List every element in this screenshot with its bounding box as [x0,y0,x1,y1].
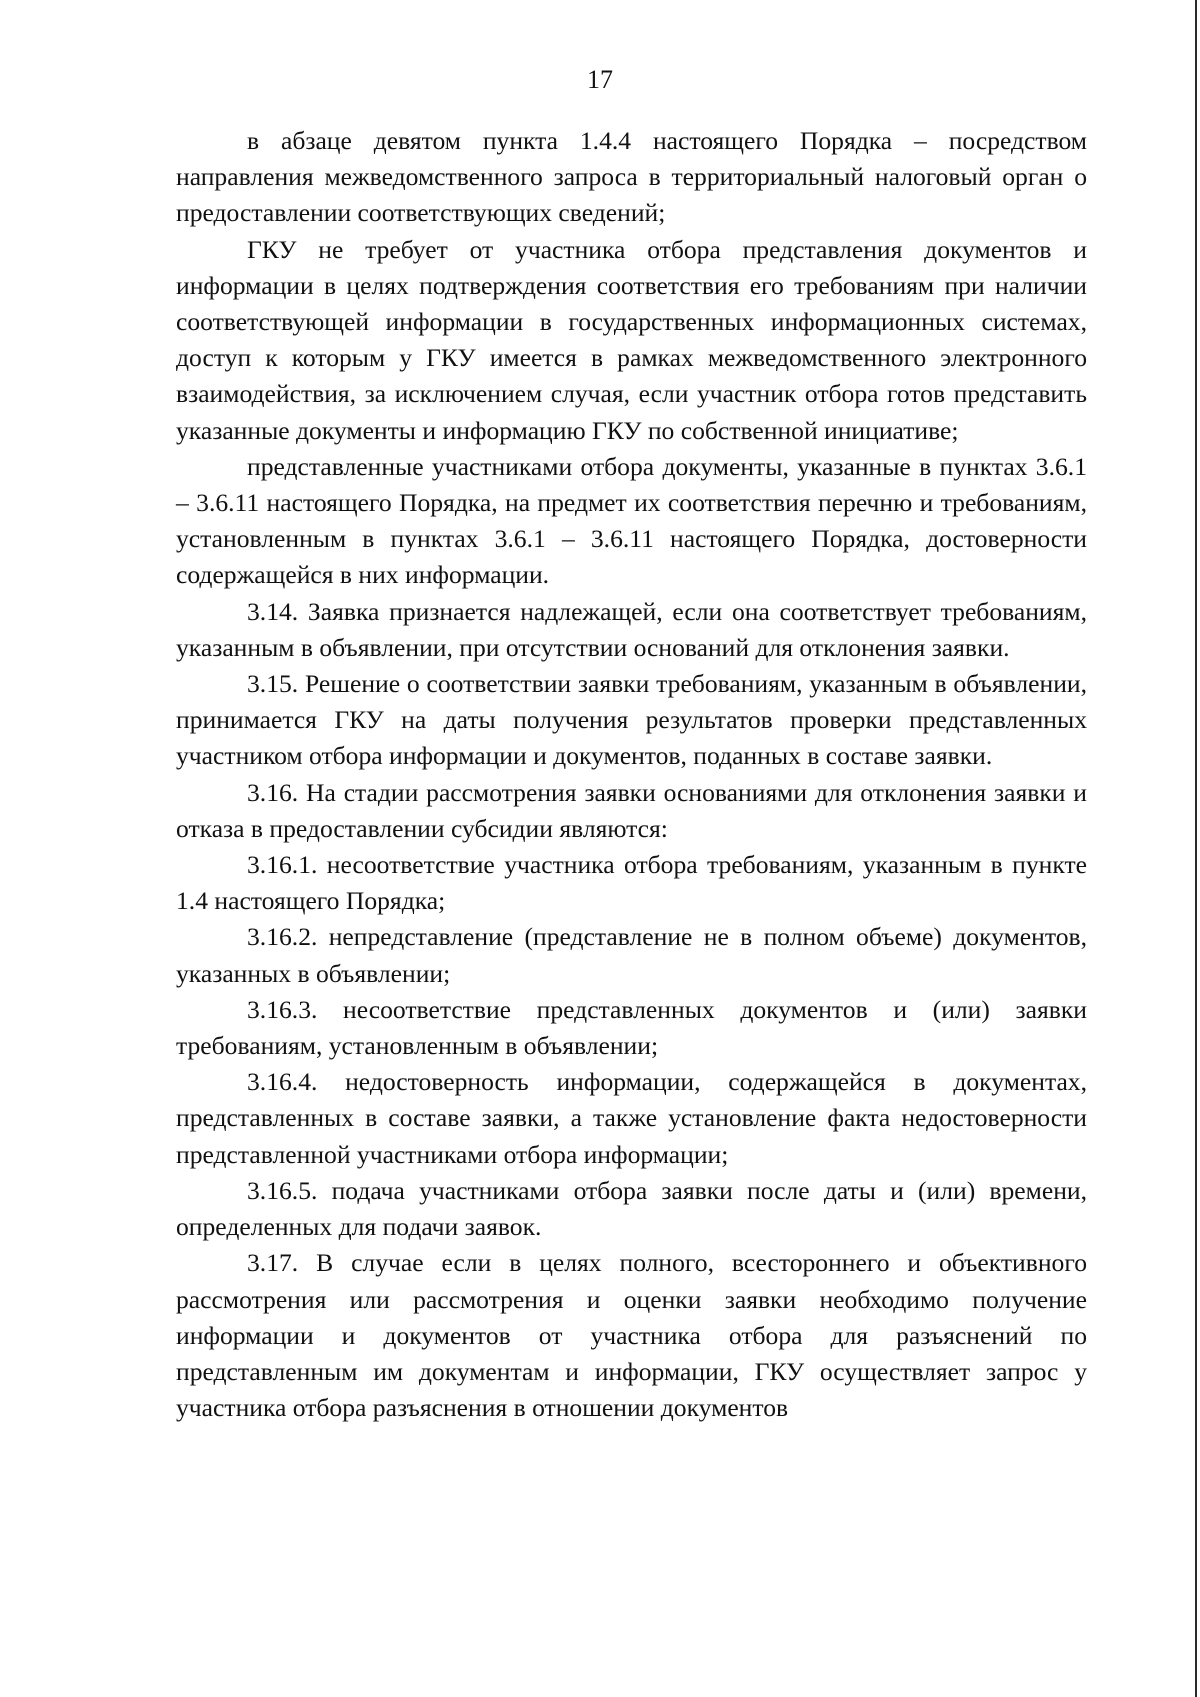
paragraph-submitted-documents: представленные участниками отбора документы, указанные в пунктах 3.6.1 – 3.6.11 настоящего Порядка, на предмет их соответствия перечню и требованиям, установленным в пунктах 3.6.1 – 3.6.11 настоящего Порядка, достоверности содержащейся в них информации. [176,451,1087,590]
paragraph-3-16-3: 3.16.3. несоответствие представленных документов и (или) заявки требованиям, установленным в объявлении; [176,994,1087,1061]
paragraph-3-16-2: 3.16.2. непредставление (представление не в полном объеме) документов, указанных в объявлении; [176,922,1087,988]
paragraph-3-16-1: 3.16.1. несоответствие участника отбора требованиям, указанным в пункте 1.4 настоящего Порядка; [176,850,1087,916]
page-number: 17 [587,65,613,94]
paragraph-tax-request: в абзаце девятом пункта 1.4.4 настоящего Порядка – посредством направления межведомственного запроса в территориальный налоговый орган о предоставлении соответствующих сведений; [176,126,1087,228]
paragraph-3-17: 3.17. В случае если в целях полного, всестороннего и объективного рассмотрения или рассмотрения и оценки заявки необходимо получение информации и документов от участника отбора для разъяснений по представленным им документам и информации, ГКУ осуществляет запрос у участника отбора разъяснения в отношении документов [176,1248,1087,1423]
paragraph-3-14: 3.14. Заявка признается надлежащей, если она соответствует требованиям, указанным в объявлении, при отсутствии оснований для отклонения заявки. [176,596,1087,662]
paragraph-gku-no-documents: ГКУ не требует от участника отбора представления документов и информации в целях подтверждения соответствия его требованиям при наличии соответствующей информации в государственных информационных системах, доступ к которым у ГКУ имеется в рамках межведомственного электронного взаимодействия, за исключением случая, если участник отбора готов представить указанные документы и информацию ГКУ по собственной инициативе; [176,234,1087,445]
document-body [176,123,1087,1426]
scan-edge-line [1195,0,1197,1697]
paragraph-3-16-4: 3.16.4. недостоверность информации, содержащейся в документах, представленных в составе заявки, а также установление факта недостоверности представленной участниками отбора информации; [176,1067,1087,1169]
paragraph-3-15: 3.15. Решение о соответствии заявки требованиям, указанным в объявлении, принимается ГКУ на даты получения результатов проверки представленных участником отбора информации и документов, поданных в составе заявки. [176,669,1087,771]
paragraph-3-16: 3.16. На стадии рассмотрения заявки основаниями для отклонения заявки и отказа в предоставлении субсидии являются: [176,777,1087,843]
paragraph-3-16-5: 3.16.5. подача участниками отбора заявки после даты и (или) времени, определенных для подачи заявок. [176,1175,1087,1242]
